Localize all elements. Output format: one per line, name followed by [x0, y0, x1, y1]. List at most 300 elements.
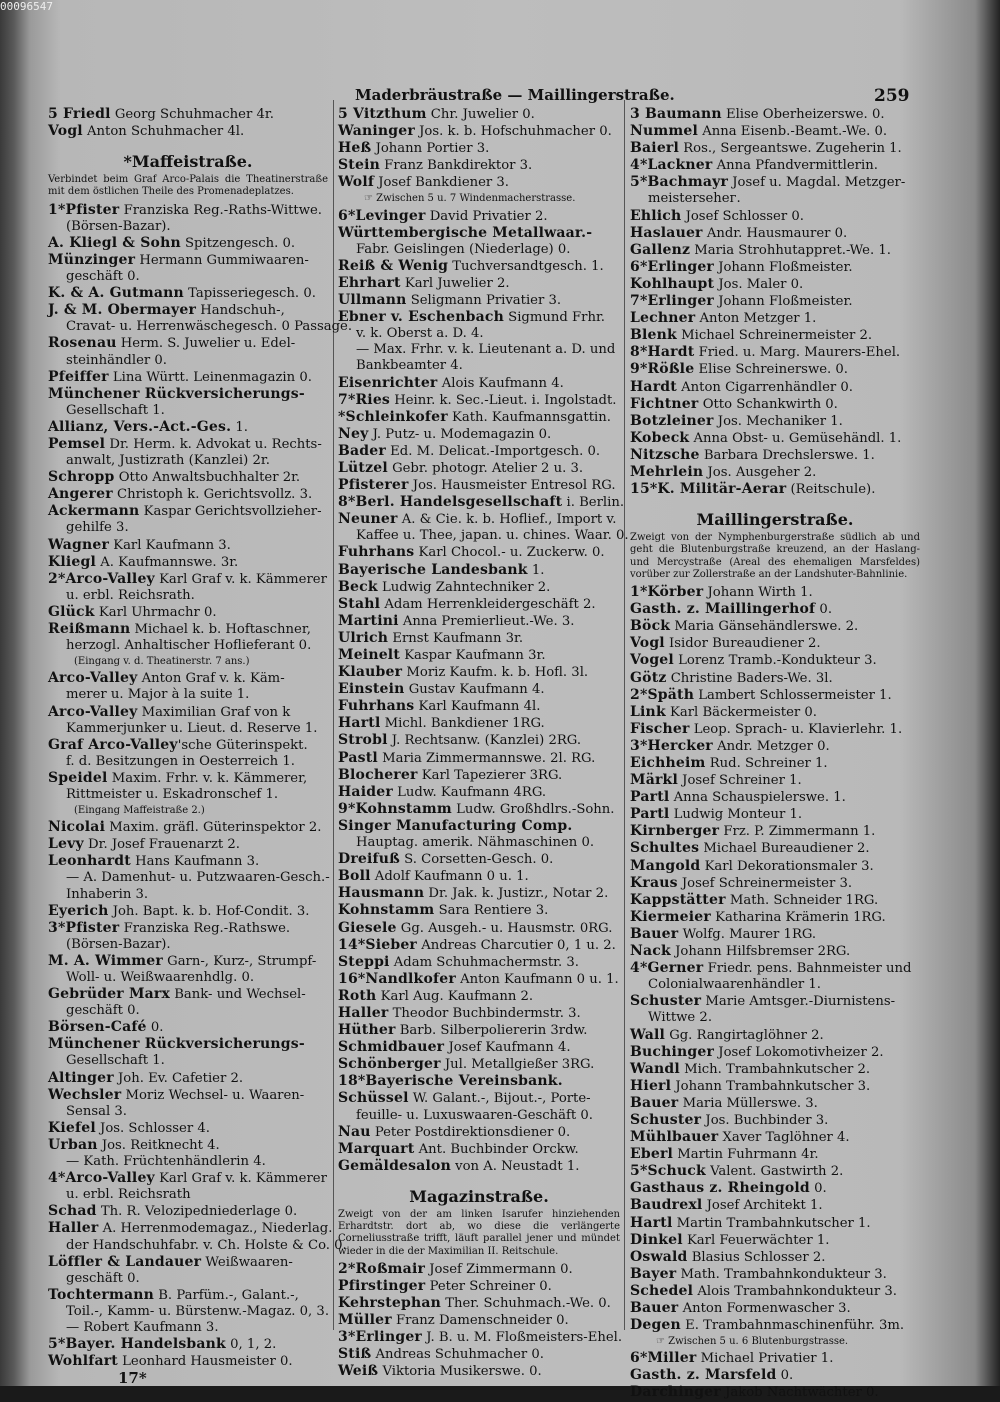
entry-details: Karl Kaufmann 4l.	[414, 699, 541, 715]
directory-entry	[338, 157, 620, 174]
directory-entry	[630, 1300, 920, 1317]
directory-entry	[338, 1329, 623, 1346]
entry-continuation: anwalt, Justizrath (Kanzlei) 2r.	[66, 453, 270, 469]
entry-name: 4*Lackner	[630, 157, 713, 174]
entry-details: Karl Dekorationsmaler 3.	[700, 858, 874, 874]
entry-name: Kobeck	[630, 429, 690, 446]
entry-details: Anton Metzger 1.	[695, 311, 817, 327]
directory-entry	[48, 252, 328, 269]
cross-street-note: (Eingang Maffeistraße 2.)	[74, 805, 205, 817]
entry-details: Maxim. gräfl. Güterinspektor 2.	[105, 820, 322, 836]
directory-entry	[338, 613, 620, 630]
directory-entry	[630, 157, 920, 174]
entry-name: Eisenrichter	[338, 374, 438, 391]
entry-details: Peter Schreiner 0.	[425, 1278, 552, 1294]
entry-name: Martini	[338, 612, 399, 629]
entry-name: Reiß & Wenig	[338, 257, 449, 274]
entry-name: Kraus	[630, 874, 678, 891]
directory-entry	[630, 123, 920, 140]
directory-entry	[48, 737, 328, 754]
entry-name: Bader	[338, 442, 386, 459]
entry-name: Ehlich	[630, 207, 682, 224]
entry-name: Strobl	[338, 732, 388, 749]
directory-entry	[338, 208, 620, 225]
directory-entry	[338, 409, 620, 426]
entry-name: Kirnberger	[630, 823, 720, 840]
entry-details: Jos. k. b. Hofschuhmacher 0.	[414, 124, 612, 140]
entry-continuation: merer u. Major à la suite 1.	[66, 687, 250, 703]
entry-name: Ebner v. Eschenbach	[338, 309, 504, 326]
entry-name: Gemäldesalon	[338, 1157, 451, 1174]
directory-entry	[630, 943, 920, 960]
entry-details: Anna Schauspielerswe. 1.	[669, 790, 846, 806]
entry-continuation: der Handschuhfabr. v. Ch. Holste & Co. 0.	[66, 1237, 347, 1253]
directory-entry	[48, 1254, 328, 1271]
column-3	[630, 106, 920, 1402]
entry-details: Karl Bäckermeister 0.	[665, 704, 817, 720]
entry-details: Jakob Nachtwächter 0.	[720, 1385, 879, 1401]
entry-details: Alois Trambahnkondukteur 3.	[693, 1283, 897, 1299]
entry-details: Th. R. Velozipedniederlage 0.	[96, 1204, 298, 1220]
directory-entry	[630, 858, 920, 875]
directory-entry	[630, 1384, 920, 1401]
entry-name: Haider	[338, 783, 393, 800]
entry-name: Hierl	[630, 1077, 672, 1094]
entry-name: Ehrhart	[338, 274, 401, 291]
entry-details: 'sche Güterinspekt.	[177, 737, 308, 753]
directory-entry	[338, 1363, 620, 1380]
directory-entry	[338, 460, 620, 477]
entry-name: Pfeiffer	[48, 368, 109, 385]
directory-entry	[48, 537, 328, 554]
column-rule	[333, 100, 334, 1330]
entry-name: Kohnstamm	[338, 902, 435, 919]
entry-continuation: v. k. Oberst a. D. 4.	[356, 326, 484, 342]
directory-entry	[630, 1249, 920, 1266]
entry-name: Allianz, Vers.-Act.-Ges.	[48, 418, 232, 435]
entry-details: Gg. Ausgeh.- u. Hausmstr. 0RG.	[396, 920, 613, 936]
entry-name: Wolf	[338, 174, 375, 191]
entry-continuation: Kammerjunker u. Lieut. d. Reserve 1.	[66, 720, 318, 736]
entry-name: Partl	[630, 806, 670, 823]
entry-name: Wagner	[48, 536, 110, 553]
entry-name: 2*Roßmair	[338, 1260, 426, 1277]
entry-name: Fischer	[630, 720, 690, 737]
entry-details: Josef Schlosser 0.	[681, 208, 804, 224]
entry-details: David Privatier 2.	[425, 208, 548, 224]
directory-entry	[48, 554, 328, 571]
entry-details: Otto Schankwirth 0.	[698, 396, 838, 412]
entry-name: 1*Körber	[630, 584, 704, 601]
entry-name: Schedel	[630, 1282, 694, 1299]
entry-details: Barb. Silberpoliererin 3rdw.	[395, 1023, 588, 1039]
directory-entry	[48, 770, 328, 787]
directory-entry	[630, 1215, 920, 1232]
entry-details: A. Kaufmannswe. 3r.	[96, 554, 239, 570]
directory-entry	[630, 1266, 920, 1283]
entry-name: 9*Kohnstamm	[338, 800, 452, 817]
directory-entry	[630, 721, 920, 738]
directory-entry	[630, 1061, 920, 1078]
directory-entry	[338, 1124, 620, 1141]
directory-entry	[630, 789, 920, 806]
column-2	[338, 106, 629, 1380]
column-rule	[624, 100, 625, 1330]
entry-details: Katharina Krämerin 1RG.	[710, 909, 886, 925]
entry-details: Josef Lokomotivheizer 2.	[714, 1044, 884, 1060]
entry-name: 7*Ries	[338, 391, 391, 408]
directory-entry	[338, 106, 620, 123]
entry-details: Weißwaaren-	[201, 1254, 293, 1270]
directory-entry	[48, 503, 328, 520]
entry-continuation: geschäft 0.	[66, 1270, 140, 1286]
directory-entry	[338, 664, 620, 681]
entry-name: Link	[630, 703, 666, 720]
entry-details: Jos. Buchbinder 3.	[701, 1112, 829, 1128]
directory-entry	[630, 670, 920, 687]
entry-details: Jos. Hausmeister Entresol RG.	[408, 478, 616, 494]
directory-entry	[48, 1120, 328, 1137]
directory-entry	[630, 687, 920, 704]
directory-entry	[630, 310, 920, 327]
entry-details: Seligmann Privatier 3.	[406, 293, 562, 309]
directory-entry	[630, 1350, 920, 1367]
directory-entry	[48, 1036, 328, 1053]
directory-entry	[338, 275, 620, 292]
entry-details: Josef Bankdiener 3.	[374, 175, 510, 191]
street-description: Zweigt von der Nymphenburgerstraße südlich ab und geht die Blutenburgstraße kreuzend, an der Haslang- und Mercystraße (Areal des ehemaligen Marsfeldes) vorüber zur Zollerstraße an der Landshuter-Bahnlinie.	[630, 532, 920, 580]
entry-details: Josef Architekt 1.	[702, 1198, 823, 1214]
directory-entry	[630, 413, 920, 430]
entry-continuation: Toil.-, Kamm- u. Bürstenw.-Magaz. 0, 3.	[66, 1303, 330, 1319]
directory-entry	[630, 208, 920, 225]
directory-entry	[338, 1022, 620, 1039]
street-description: Zweigt von der am linken Isarufer hinziehenden Erhardtstr. dort ab, wo diese die verlängerte Corneliusstraße trifft, läuft parallel jener und mündet wieder in die der Maximilian II. Reitschule.	[338, 1209, 620, 1257]
entry-name: 5*Bachmayr	[630, 174, 729, 191]
directory-entry	[338, 1278, 620, 1295]
entry-details: Math. Schneider 1RG.	[725, 892, 879, 908]
entry-name: Nack	[630, 943, 671, 960]
entry-details: Dr. Herm. k. Advokat u. Rechts-	[105, 437, 322, 452]
entry-name: 2*Arco-Valley	[48, 570, 155, 587]
entry-name: K. & A. Gutmann	[48, 285, 184, 302]
directory-entry	[48, 123, 328, 140]
entry-details: Dr. Josef Frauenarzt 2.	[83, 837, 240, 853]
directory-entry	[338, 647, 620, 664]
entry-name: Kiefel	[48, 1119, 96, 1136]
entry-name: Nau	[338, 1123, 371, 1140]
entry-name: Gasthaus z. Rheingold	[630, 1180, 810, 1197]
directory-entry	[630, 601, 920, 618]
directory-entry	[338, 1141, 620, 1158]
entry-details: Anna Pfandvermittlerin.	[712, 158, 878, 174]
entry-name: Hardt	[630, 378, 677, 395]
directory-entry	[48, 106, 328, 123]
entry-name: Boll	[338, 868, 371, 885]
entry-name: Heß	[338, 140, 372, 157]
directory-entry	[48, 386, 328, 403]
entry-name: Buchinger	[630, 1043, 715, 1060]
entry-name: Stiß	[338, 1346, 372, 1363]
entry-details: Gustav Kaufmann 4.	[404, 682, 545, 698]
entry-continuation: Sensal 3.	[66, 1103, 127, 1119]
entry-details: Kaspar Gerichtsvollzieher-	[139, 504, 322, 520]
directory-entry	[338, 1346, 620, 1363]
entry-name: Levy	[48, 836, 84, 853]
entry-details: Jos. Ausgeher 2.	[703, 464, 817, 480]
entry-continuation: f. d. Besitzungen in Oesterreich 1.	[66, 753, 295, 769]
entry-name: Kliegl	[48, 553, 97, 570]
directory-entry	[630, 993, 920, 1010]
entry-details: Isidor Bureaudiener 2.	[664, 636, 821, 652]
entry-continuation: Gesellschaft 1.	[66, 1053, 165, 1069]
entry-details: Anton Graf v. k. Käm-	[137, 671, 285, 687]
directory-entry	[48, 903, 328, 920]
entry-name: Lechner	[630, 310, 696, 327]
entry-details: Gebr. photogr. Atelier 2 u. 3.	[387, 460, 584, 476]
entry-continuation: geschäft 0.	[66, 1003, 140, 1019]
entry-details: Bank- und Wechsel-	[170, 987, 306, 1003]
directory-entry	[630, 772, 920, 789]
entry-details: Rud. Schreiner 1.	[705, 756, 828, 771]
entry-details: Tapisseriegesch. 0.	[183, 286, 316, 302]
directory-entry	[630, 225, 920, 242]
entry-details: Maxim. Frhr. v. k. Kämmerer,	[107, 770, 308, 786]
directory-entry	[338, 732, 620, 749]
entry-details: 1.	[527, 562, 545, 578]
entry-details: Wolfg. Maurer 1RG.	[678, 926, 817, 942]
entry-name: Darchinger	[630, 1384, 721, 1401]
directory-entry	[338, 511, 620, 528]
directory-entry	[630, 361, 920, 378]
directory-entry	[630, 1078, 920, 1095]
cross-street-note: ☞ Zwischen 5 u. 6 Blutenburgstrasse.	[656, 1336, 849, 1348]
entry-details: Michl. Bankdiener 1RG.	[380, 716, 545, 732]
directory-entry	[338, 494, 625, 511]
entry-details: Anton Schuhmacher 4l.	[82, 124, 245, 140]
entry-name: 6*Levinger	[338, 207, 426, 224]
directory-entry	[630, 1146, 920, 1163]
entry-details: Karl Graf v. k. Kämmerer	[154, 571, 327, 587]
entry-details: 0.	[776, 1368, 794, 1384]
entry-details: Jos. Schlosser 4.	[95, 1120, 210, 1136]
entry-details: Ed. M. Delicat.-Importgesch. 0.	[385, 443, 601, 459]
entry-name: Gasth. z. Marsfeld	[630, 1367, 777, 1384]
directory-entry	[338, 851, 620, 868]
entry-name: Ullmann	[338, 292, 407, 309]
entry-details: Martin Trambahnkutscher 1.	[672, 1215, 871, 1231]
entry-name: Pastl	[338, 749, 378, 766]
directory-entry	[48, 1019, 328, 1036]
entry-details: Ther. Schuhmach.-We. 0.	[441, 1296, 611, 1311]
entry-continuation: — Kath. Früchtenhändlerin 4.	[66, 1154, 266, 1170]
directory-entry	[48, 621, 328, 638]
entry-name: Kohlhaupt	[630, 275, 715, 292]
entry-name: Eichheim	[630, 755, 706, 771]
entry-name: Wechsler	[48, 1086, 122, 1103]
entry-name: Arco-Valley	[48, 670, 138, 687]
directory-entry	[48, 819, 328, 836]
entry-details: Ludw. Kaufmann 4RG.	[392, 784, 547, 800]
directory-entry	[338, 140, 620, 157]
entry-details: Adam Herrenkleidergeschäft 2.	[380, 596, 596, 612]
directory-entry	[630, 875, 920, 892]
entry-details: Johann Floßmeister.	[714, 259, 853, 275]
directory-entry	[630, 447, 920, 464]
entry-name: Giesele	[338, 919, 397, 936]
directory-entry	[338, 225, 620, 242]
entry-continuation: meistersehег.	[648, 191, 741, 207]
directory-entry	[338, 784, 620, 801]
entry-name: Tochtermann	[48, 1286, 155, 1303]
entry-name: Vogl	[48, 123, 83, 140]
directory-entry	[48, 469, 328, 486]
directory-entry	[48, 202, 328, 219]
entry-name: Märkl	[630, 772, 678, 789]
directory-entry	[630, 960, 920, 977]
directory-entry	[48, 1220, 333, 1237]
entry-details: Joh. Ev. Cafetier 2.	[113, 1070, 244, 1086]
entry-details: Herm. S. Juwelier u. Edel-	[116, 336, 296, 352]
entry-name: Wandl	[630, 1060, 680, 1077]
entry-name: Schuster	[630, 1111, 702, 1128]
directory-entry	[338, 954, 620, 971]
entry-name: Schultes	[630, 840, 700, 857]
directory-entry	[338, 1158, 620, 1175]
entry-name: Speidel	[48, 769, 108, 786]
entry-details: Michael k. b. Hoftaschner,	[130, 622, 311, 638]
entry-name: Weiß	[338, 1363, 379, 1380]
entry-name: Reißmann	[48, 621, 131, 638]
directory-entry	[48, 419, 328, 436]
entry-continuation: Inhaberin 3.	[66, 886, 149, 902]
entry-details: Andr. Hausmaurer 0.	[702, 225, 848, 241]
directory-entry	[338, 1056, 620, 1073]
directory-entry	[338, 801, 620, 818]
entry-details: J. Rechtsanw. (Kanzlei) 2RG.	[387, 733, 582, 749]
entry-name: Mangold	[630, 857, 701, 874]
entry-details: Josef Schreiner 1.	[677, 773, 802, 789]
entry-name: 15*K. Militär-Aerar	[630, 481, 787, 498]
entry-name: 5 Vitzthum	[338, 106, 427, 122]
entry-details: Michael Schreinermeister 2.	[676, 328, 873, 344]
entry-details: Josef Zimmermann 0.	[425, 1261, 573, 1277]
entry-name: Haller	[338, 1004, 389, 1021]
entry-name: Wall	[630, 1026, 666, 1043]
directory-entry	[48, 369, 328, 386]
directory-entry	[338, 902, 620, 919]
directory-entry	[48, 604, 328, 621]
entry-continuation: Bankbeamter 4.	[356, 358, 463, 374]
entry-details: Otto Anwaltsbuchhalter 2r.	[114, 470, 301, 486]
entry-details: Maria Zimmermannswe. 2l. RG.	[377, 750, 596, 766]
directory-entry	[48, 571, 328, 588]
directory-entry	[48, 1137, 328, 1154]
entry-name: Bauer	[630, 1300, 679, 1316]
directory-entry	[48, 486, 328, 503]
entry-name: Dinkel	[630, 1231, 683, 1248]
directory-entry	[630, 652, 920, 669]
entry-name: Meinelt	[338, 647, 400, 663]
entry-name: Haslauer	[630, 224, 703, 241]
entry-details: Jos. Maler 0.	[714, 276, 804, 292]
entry-details: Maximilian Graf von k	[137, 704, 291, 720]
directory-entry	[338, 630, 620, 647]
entry-details: Handschuh-,	[196, 303, 285, 319]
entry-name: Gebrüder Marx	[48, 986, 171, 1003]
entry-details: Anna Eisenb.-Beamt.-We. 0.	[698, 124, 888, 140]
entry-name: Hüther	[338, 1022, 396, 1039]
entry-details: Joh. Bapt. k. b. Hof-Condit. 3.	[108, 903, 310, 919]
entry-continuation: — A. Damenhut- u. Putzwaaren-Gesch.-	[66, 870, 330, 886]
directory-entry	[48, 1203, 328, 1220]
entry-name: Pfisterer	[338, 477, 409, 494]
entry-name: 8*Berl. Handelsgesellschaft	[338, 494, 563, 511]
directory-entry	[630, 1044, 920, 1061]
directory-entry	[630, 344, 920, 361]
directory-entry	[48, 1287, 328, 1304]
entry-details: (Reitschule).	[786, 482, 876, 498]
entry-continuation: — Robert Kaufmann 3.	[66, 1319, 219, 1335]
entry-name: Ackermann	[48, 503, 140, 520]
entry-name: Graf Arco-Valley	[48, 736, 178, 753]
entry-details: Anton Formenwascher 3.	[678, 1301, 851, 1316]
entry-name: Waninger	[338, 123, 415, 140]
entry-details: E. Trambahnmaschinenführ. 3m.	[680, 1318, 905, 1334]
entry-name: Löffler & Landauer	[48, 1253, 202, 1270]
entry-name: 8*Hardt	[630, 344, 695, 361]
entry-name: Bayer	[630, 1265, 677, 1282]
entry-name: Kehrstephan	[338, 1295, 441, 1311]
directory-entry	[630, 1367, 920, 1384]
entry-details: 1.	[231, 419, 248, 435]
entry-name: Kappstätter	[630, 891, 726, 908]
directory-entry	[630, 1197, 920, 1214]
entry-continuation: steinhändler 0.	[66, 352, 167, 368]
entry-name: 7*Erlinger	[630, 293, 714, 310]
entry-details: 0.	[809, 1181, 827, 1197]
entry-details: Christoph k. Gerichtsvollz. 3.	[112, 487, 313, 503]
entry-details: Ludwig Monteur 1.	[669, 807, 803, 823]
entry-details: A. Herrenmodemagaz., Niederlag.	[98, 1221, 333, 1237]
directory-entry	[630, 635, 920, 652]
entry-details: Lorenz Tramb.-Kondukteur 3.	[673, 653, 877, 669]
directory-entry	[338, 562, 620, 579]
entry-name: 6*Miller	[630, 1350, 697, 1367]
directory-entry	[338, 375, 620, 392]
cross-street-note: ☞ Zwischen 5 u. 7 Windenmacherstrasse.	[364, 193, 576, 205]
directory-entry	[338, 1261, 620, 1278]
directory-entry	[48, 302, 328, 319]
entry-details: Adolf Kaufmann 0 u. 1.	[370, 869, 529, 885]
directory-entry	[338, 1295, 620, 1312]
directory-entry	[338, 579, 620, 596]
entry-details: Peter Postdirektionsdiener 0.	[370, 1124, 571, 1140]
entry-name: Pemsel	[48, 436, 106, 452]
directory-entry	[338, 767, 620, 784]
directory-entry	[630, 293, 920, 310]
entry-name: 14*Sieber	[338, 936, 418, 953]
directory-entry	[48, 704, 328, 721]
entry-continuation: u. erbl. Reichsrath.	[66, 587, 195, 603]
entry-details: Karl Aug. Kaufmann 2.	[376, 988, 534, 1004]
entry-details: Josef u. Magdal. Metzger-	[728, 175, 906, 191]
entry-name: 6*Erlinger	[630, 258, 714, 275]
entry-name: Beck	[338, 578, 378, 595]
entry-name: Eyerich	[48, 902, 109, 919]
entry-details: Tuchversandtgesch. 1.	[448, 258, 604, 274]
entry-details: J. Putz- u. Modemagazin 0.	[368, 426, 552, 442]
